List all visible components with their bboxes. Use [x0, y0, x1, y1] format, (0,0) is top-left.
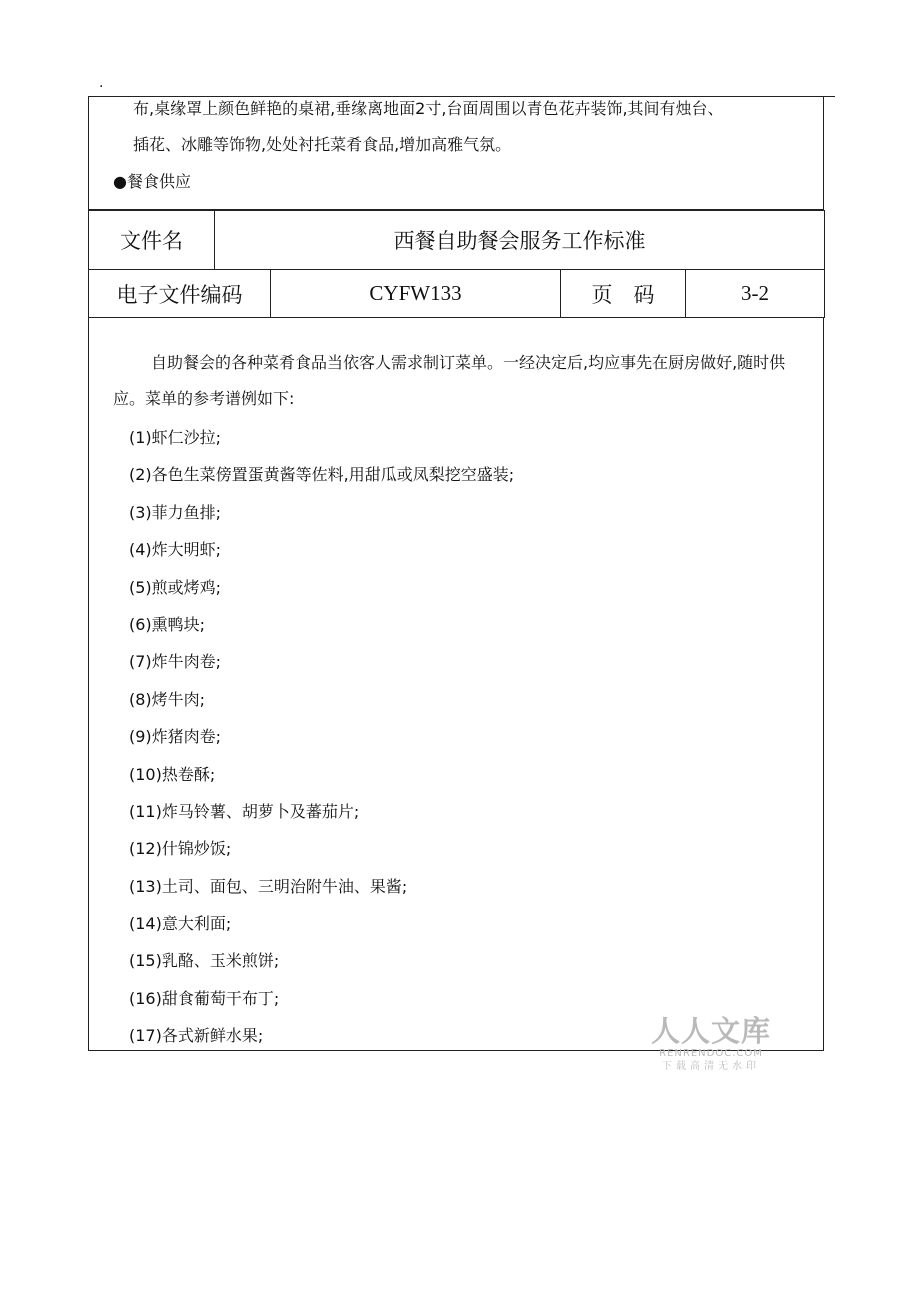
menu-item: (4)炸大明虾; [129, 540, 222, 560]
file-name-value: 西餐自助餐会服务工作标准 [215, 211, 825, 270]
header-row-file-name [89, 211, 825, 270]
watermark-subtitle: 下载高清无水印 [662, 1061, 760, 1072]
code-value: CYFW133 [271, 270, 561, 318]
menu-item: (6)熏鸭块; [129, 614, 206, 634]
menu-list [129, 419, 514, 1055]
code-label: 电子文件编码 [89, 270, 271, 318]
menu-item: (14)意大利面; [129, 914, 232, 934]
watermark-logo [646, 1014, 776, 1074]
menu-item: (13)土司、面包、三明治附牛油、果酱; [129, 876, 408, 896]
menu-item: (16)甜食葡萄干布丁; [129, 988, 280, 1008]
menu-item: (15)乳酪、玉米煎饼; [129, 951, 280, 971]
menu-item: (2)各色生菜傍置蛋黄酱等佐料,用甜瓜或凤梨挖空盛装; [129, 465, 515, 485]
menu-item: (3)菲力鱼排; [129, 502, 222, 522]
menu-item: (10)热卷酥; [129, 764, 216, 784]
header-row-code [89, 270, 825, 318]
watermark-title: 人人文库 [650, 1014, 771, 1048]
menu-item: (1)虾仁沙拉; [129, 428, 222, 447]
file-name-label: 文件名 [89, 211, 215, 270]
top-line-1: 布,桌缘罩上颜色鲜艳的桌裙,垂缘离地面2寸,台面周围以青色花卉装饰,其间有烛台、 [133, 99, 724, 118]
section-heading-food-supply: ●餐食供应 [113, 172, 191, 191]
menu-item: (17)各式新鲜水果; [129, 1026, 264, 1046]
menu-item: (7)炸牛肉卷; [129, 652, 222, 672]
watermark-url: RENRENDOC.COM [659, 1048, 763, 1059]
page-dot-mark: . [99, 75, 104, 91]
page-label: 页 码 [561, 270, 686, 318]
menu-item: (9)炸猪肉卷; [129, 727, 222, 747]
menu-item: (5)煎或烤鸡; [129, 577, 222, 597]
top-text-section [88, 96, 824, 210]
page-value: 3-2 [686, 270, 825, 318]
intro-paragraph: 自助餐会的各种菜肴食品当依客人需求制订菜单。一经决定后,均应事先在厨房做好,随时供应。菜单的参考谱例如下: [113, 353, 786, 408]
content-section [88, 317, 824, 1051]
menu-item: (11)炸马铃薯、胡萝卜及蕃茄片; [129, 801, 360, 821]
menu-item: (8)烤牛肉; [129, 689, 206, 709]
top-line-2: 插花、冰雕等饰物,处处衬托菜肴食品,增加高雅气氛。 [133, 135, 512, 154]
document-header-table [88, 210, 825, 318]
menu-item: (12)什锦炒饭; [129, 839, 232, 859]
